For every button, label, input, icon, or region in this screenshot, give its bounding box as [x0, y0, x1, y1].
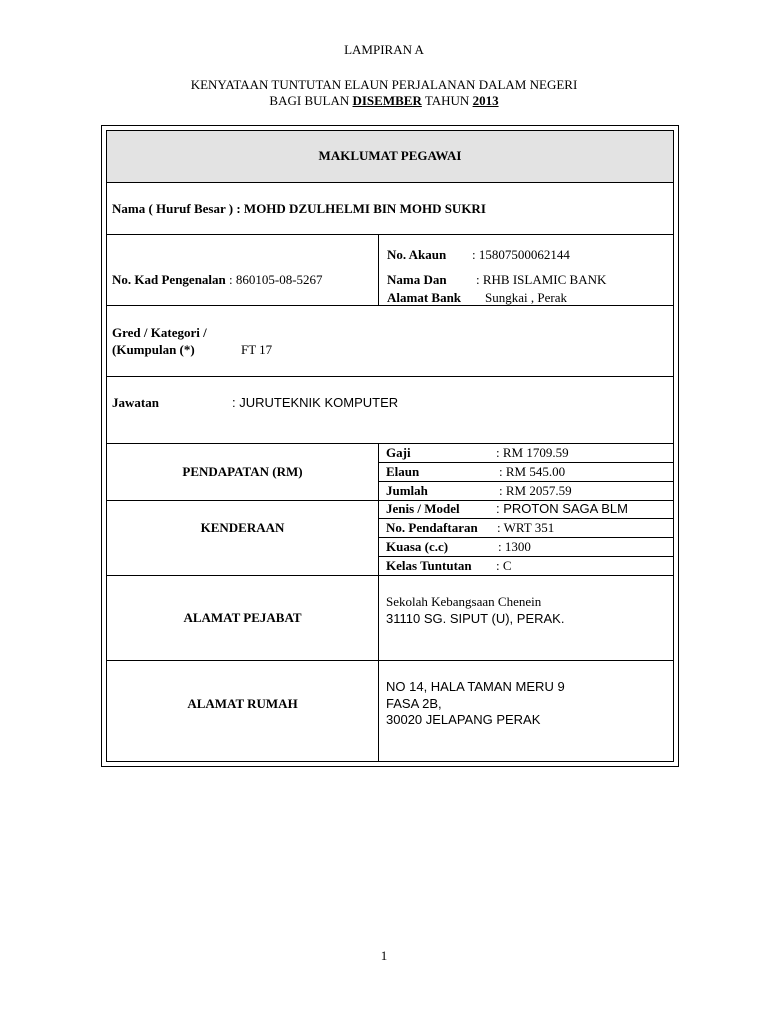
gred-label-1: Gred / Kategori / — [112, 325, 207, 340]
nama-value: MOHD DZULHELMI BIN MOHD SUKRI — [243, 201, 486, 216]
kelas-value: : C — [496, 558, 512, 573]
document-title: KENYATAAN TUNTUTAN ELAUN PERJALANAN DALAM NEGERI — [190, 77, 578, 92]
gred-label-2: (Kumpulan (*) — [112, 342, 195, 357]
pendapatan-title: PENDAPATAN (RM) — [182, 464, 303, 479]
bank-address-value: Sungkai , Perak — [485, 290, 567, 305]
kad-label: No. Kad Pengenalan — [112, 272, 226, 287]
bank-name-value: : RHB ISLAMIC BANK — [476, 272, 607, 287]
rumah-line-1: NO 14, HALA TAMAN MERU 9 — [386, 679, 565, 694]
rumah-line-3: 30020 JELAPANG PERAK — [386, 712, 541, 727]
month-value: DISEMBER — [352, 93, 422, 108]
subtitle-prefix: BAGI BULAN — [269, 93, 353, 108]
elaun-label: Elaun — [386, 464, 420, 479]
year-value: 2013 — [472, 93, 499, 108]
kenderaan-title: KENDERAAN — [200, 520, 285, 535]
alamat-rumah-title: ALAMAT RUMAH — [187, 696, 298, 711]
divider — [106, 660, 674, 661]
divider — [379, 556, 674, 557]
divider — [379, 481, 674, 482]
lampiran-label: LAMPIRAN A — [344, 42, 424, 57]
bank-label-2: Alamat Bank — [387, 290, 462, 305]
column-divider — [378, 234, 379, 306]
divider — [106, 443, 674, 444]
document-subtitle — [0, 93, 768, 109]
elaun-value: : RM 545.00 — [499, 464, 566, 479]
page-number: 1 — [380, 948, 388, 963]
pendaftaran-value: : WRT 351 — [497, 520, 555, 535]
divider — [106, 182, 674, 183]
gaji-value: : RM 1709.59 — [496, 445, 569, 460]
rumah-line-2: FASA 2B, — [386, 696, 442, 711]
divider — [379, 537, 674, 538]
gred-value: FT 17 — [241, 342, 273, 357]
pejabat-line-2: 31110 SG. SIPUT (U), PERAK. — [386, 611, 565, 626]
nama-label: Nama ( Huruf Besar ) : — [112, 201, 241, 216]
akaun-value: : 15807500062144 — [472, 247, 570, 262]
kuasa-label: Kuasa (c.c) — [386, 539, 449, 554]
jenis-label: Jenis / Model — [386, 501, 460, 516]
pejabat-line-1: Sekolah Kebangsaan Chenein — [386, 594, 542, 609]
divider — [106, 376, 674, 377]
divider — [379, 518, 674, 519]
jumlah-value: : RM 2057.59 — [499, 483, 572, 498]
kad-value: : 860105-08-5267 — [229, 272, 323, 287]
divider — [106, 234, 674, 235]
jenis-value: : PROTON SAGA BLM — [496, 501, 628, 516]
alamat-pejabat-title: ALAMAT PEJABAT — [183, 610, 302, 625]
pendaftaran-label: No. Pendaftaran — [386, 520, 478, 535]
nama-row — [112, 201, 486, 217]
kelas-label: Kelas Tuntutan — [386, 558, 472, 573]
divider — [106, 575, 674, 576]
kuasa-value: : 1300 — [498, 539, 531, 554]
divider — [379, 462, 674, 463]
subtitle-mid: TAHUN — [421, 93, 473, 108]
jawatan-value: : JURUTEKNIK KOMPUTER — [232, 395, 399, 410]
gaji-label: Gaji — [386, 445, 411, 460]
bank-label-1: Nama Dan — [387, 272, 447, 287]
jawatan-label: Jawatan — [112, 395, 159, 410]
column-divider — [378, 443, 379, 762]
jumlah-label: Jumlah — [386, 483, 428, 498]
form-header: MAKLUMAT PEGAWAI — [318, 148, 462, 163]
akaun-label: No. Akaun — [387, 247, 447, 262]
kad-row — [112, 272, 323, 288]
